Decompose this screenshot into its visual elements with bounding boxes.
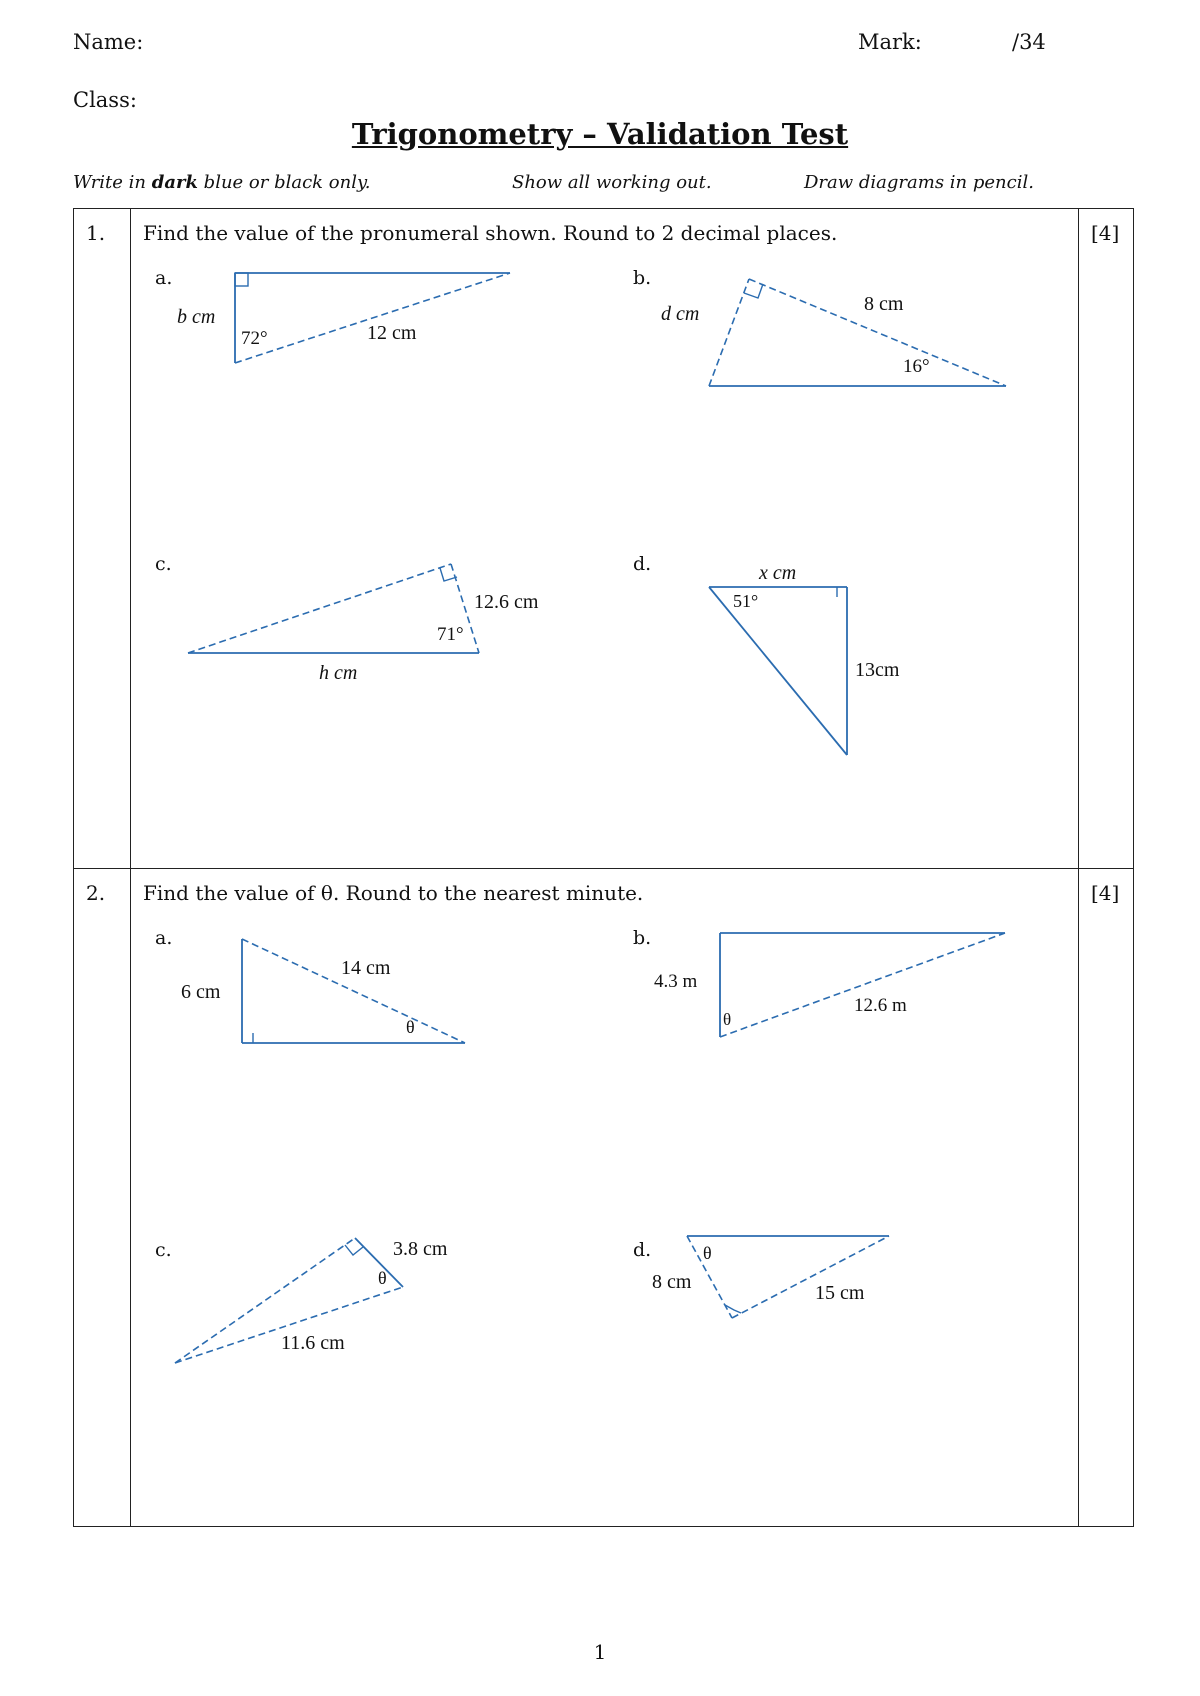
part-label-1c: c. (155, 553, 172, 575)
instruction-diagrams: Draw diagrams in pencil. (804, 172, 1034, 193)
part-label-2a: a. (155, 927, 173, 949)
label-1a-angle: 72° (241, 328, 268, 349)
question-row-1 (74, 209, 1134, 869)
label-2d-hyp: 15 cm (815, 1282, 865, 1304)
part-label-1b: b. (633, 267, 652, 289)
label-1c-angle: 71° (437, 624, 464, 645)
question-body-cell (131, 209, 1079, 869)
mark-total: /34 (1012, 30, 1046, 54)
instruction-ink-prefix: Write in (73, 172, 152, 193)
label-2c-angle: θ (378, 1268, 387, 1288)
question-marks-cell (1079, 869, 1134, 1527)
question-number: 2. (86, 881, 106, 905)
question-table (73, 208, 1134, 1527)
question-body-cell (131, 869, 1079, 1527)
question-number-cell (74, 209, 131, 869)
label-1d-side: 13cm (855, 659, 900, 681)
class-label: Class: (73, 88, 137, 112)
instruction-working: Show all working out. (512, 172, 712, 193)
instruction-ink (73, 172, 371, 193)
question-number: 1. (86, 221, 106, 245)
label-2b-angle: θ (723, 1010, 732, 1029)
question-text: Find the value of θ. Round to the nearest minute. (143, 881, 644, 905)
question-text: Find the value of the pronumeral shown. Round to 2 decimal places. (143, 221, 838, 245)
question-marks: [4] (1091, 881, 1120, 905)
instruction-ink-bold: dark (151, 172, 198, 193)
question-number-cell (74, 869, 131, 1527)
label-2d-side: 8 cm (652, 1271, 692, 1293)
part-label-2b: b. (633, 927, 652, 949)
question-row-2 (74, 869, 1134, 1527)
label-2b-side: 4.3 m (654, 971, 698, 992)
part-label-2c: c. (155, 1239, 172, 1261)
label-1a-side: b cm (177, 306, 216, 328)
label-1a-hyp: 12 cm (367, 322, 417, 344)
instruction-ink-suffix: blue or black only. (197, 172, 371, 193)
label-1d-top: x cm (759, 562, 797, 584)
page-number: 1 (593, 1640, 607, 1664)
label-2a-hyp: 14 cm (341, 957, 391, 979)
label-1b-hyp: 8 cm (864, 293, 904, 315)
label-2d-angle: θ (703, 1243, 712, 1263)
name-label: Name: (73, 30, 144, 54)
label-1d-angle: 51° (733, 591, 759, 611)
label-2a-angle: θ (406, 1017, 415, 1037)
label-1c-base: h cm (319, 662, 358, 684)
page-title: Trigonometry – Validation Test (351, 117, 849, 151)
label-1b-side: d cm (661, 303, 700, 325)
part-label-1d: d. (633, 553, 652, 575)
part-label-1a: a. (155, 267, 173, 289)
diagram-1d (131, 209, 1081, 859)
label-2c-side: 3.8 cm (393, 1238, 448, 1260)
label-1c-side: 12.6 cm (474, 591, 539, 613)
question-marks-cell (1079, 209, 1134, 869)
question-marks: [4] (1091, 221, 1120, 245)
mark-label: Mark: (858, 30, 922, 54)
label-1b-angle: 16° (903, 356, 930, 377)
label-2a-side: 6 cm (181, 981, 221, 1003)
label-2b-hyp: 12.6 m (854, 995, 907, 1016)
label-2c-hyp: 11.6 cm (281, 1332, 345, 1354)
part-label-2d: d. (633, 1239, 652, 1261)
diagram-2d (131, 869, 1081, 1519)
